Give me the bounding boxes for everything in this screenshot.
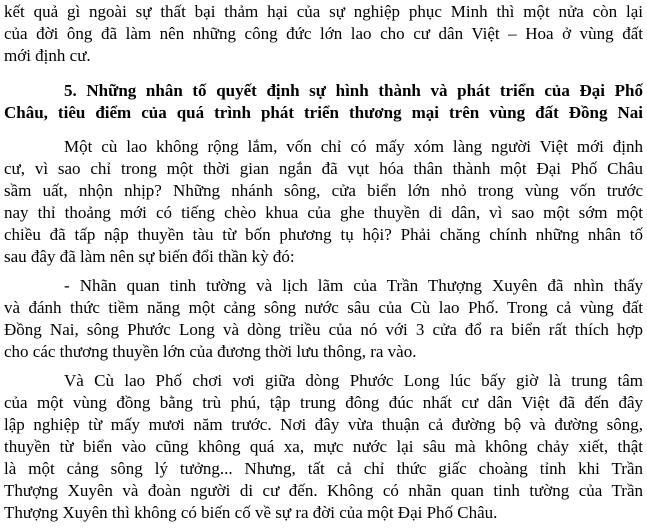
section-heading: Châu, tiêu điểm của quá trình phát triển thương mại trên vùng đất Đồng Nai xyxy=(4,103,643,122)
paragraph-first-line: - Nhãn quan tinh tường và lịch lãm của Trần Thượng Xuyên đã nhìn thấy xyxy=(64,276,643,295)
text-line: chiều đã tấp nập thuyền tàu từ bốn phương tụ hội? Phải chăng chính những nhân tố xyxy=(4,225,643,244)
text-line: sầm uất, nhộn nhịp? Những nhánh sông, cửa biển lớn nhỏ trong vùng vốn trước xyxy=(4,181,643,200)
text-line: thuyền từ biển vào cũng không quá xa, mực nước lại sâu mà không chảy xiết, thật xyxy=(4,437,643,456)
text-line: Đồng Nai, sông Phước Long và dòng triều của nó với 3 cửa đổ ra biển rất thích hợp xyxy=(4,320,643,339)
text-line: kết quả gì ngoài sự thất bại thảm hại của sự nghiệp phục Minh thì một nửa còn lại xyxy=(4,2,643,21)
text-line: của đời ông đã làm nên những công đức lớn lao cho cư dân Việt – Hoa ở vùng đất xyxy=(4,24,643,43)
section-heading: 5. Những nhân tố quyết định sự hình thành và phát triển của Đại Phố xyxy=(64,81,643,100)
text-line: và đánh thức tiềm năng một cảng sông nước sâu của Cù lao Phố. Trong cả vùng đất xyxy=(4,298,643,317)
text-line: nay thỉ thoảng mới có tiếng chèo khua của ghe thuyền di dân, vì sao một sớm một xyxy=(4,203,643,222)
paragraph-first-line: Và Cù lao Phố chơi vơi giữa dòng Phước Long lúc bấy giờ là trung tâm xyxy=(64,371,643,390)
text-line: mới định cư. xyxy=(4,46,91,65)
text-line: Thượng Xuyên thì không có biến cố về sự ra đời của một Đại Phố Châu. xyxy=(4,503,498,522)
text-line: cư, vì sao chỉ trong một thời gian ngắn đã vụt hóa thân thành một Đại Phố Châu xyxy=(4,159,643,178)
text-line: của một vùng đồng bằng trù phú, tập trung đông đúc nhất cư dân Việt đã đến đây xyxy=(4,393,643,412)
paragraph-first-line: Một cù lao không rộng lắm, vốn chỉ có mấy xóm làng người Việt mới định xyxy=(64,137,643,156)
text-line: cho các thương thuyền lớn của đương thời lưu thông, ra vào. xyxy=(4,342,417,361)
text-line: lập nghiệp từ mấy mươi năm trước. Nơi đây vừa thuận cả đường bộ và đường sông, xyxy=(4,415,643,434)
text-line: Thượng Xuyên và đoàn người di cư đến. Không có nhãn quan tinh tường của Trần xyxy=(4,481,643,500)
text-line: là một cảng sông lý tưởng... Nhưng, tất cả chỉ thức giấc choàng tỉnh khi Trần xyxy=(4,459,643,478)
text-line: sau đây đã làm nên sự biến đổi thần kỳ đó: xyxy=(4,247,295,266)
